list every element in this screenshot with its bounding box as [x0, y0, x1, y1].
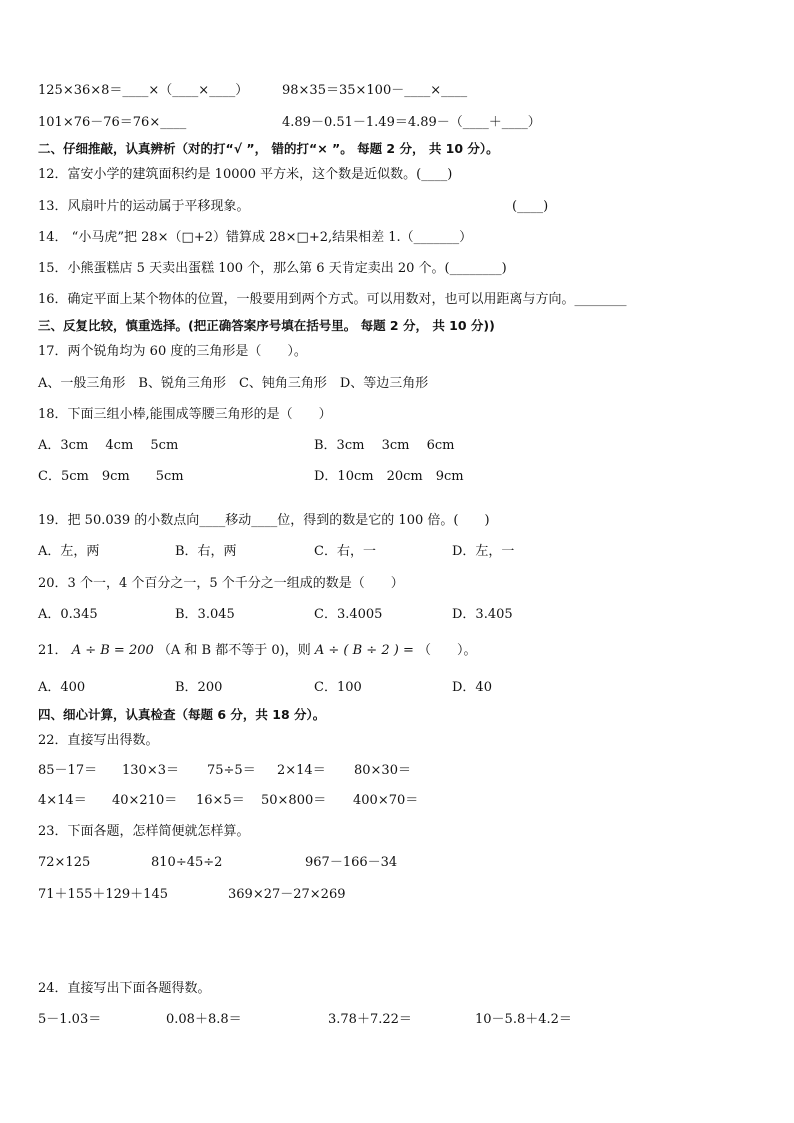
question-18-option-c: C．5cm 9cm 5cm — [38, 469, 184, 484]
calc-row-1-left: 125×36×8＝____×（____×____） — [38, 83, 249, 98]
question-19-option-d: D．左，一 — [452, 544, 515, 559]
question-20-option-c: C．3.4005 — [314, 607, 383, 622]
question-21-number: 21． — [38, 643, 68, 658]
question-18-option-d: D．10cm 20cm 9cm — [314, 469, 464, 484]
question-23-item: 810÷45÷2 — [151, 855, 223, 870]
section-3-heading: 三、反复比较，慎重选择。(把正确答案序号填在括号里。 每题 2 分， 共 10 分)) — [38, 318, 495, 333]
question-22-stem: 22．直接写出得数。 — [38, 733, 159, 748]
question-24-item: 5－1.03＝ — [38, 1012, 102, 1027]
question-18-option-a: A．3cm 4cm 5cm — [38, 438, 179, 453]
question-19-option-a: A．左，两 — [38, 544, 100, 559]
question-18-option-b: B．3cm 3cm 6cm — [314, 438, 455, 453]
question-20-option-d: D．3.405 — [452, 607, 513, 622]
question-22-item: 40×210＝ — [112, 793, 178, 808]
question-19-stem: 19．把 50.039 的小数点向____移动____位，得到的数是它的 100 倍。( ) — [38, 513, 490, 528]
question-17-options: A、一般三角形 B、锐角三角形 C、钝角三角形 D、等边三角形 — [38, 376, 429, 391]
question-21-formula-2: A ÷ ( B ÷ 2 ) = — [314, 643, 414, 658]
question-18-stem: 18．下面三组小棒,能围成等腰三角形的是（ ） — [38, 407, 332, 422]
question-23-item: 71＋155＋129＋145 — [38, 887, 168, 902]
question-21-condition: （A 和 B 都不等于 0)，则 — [157, 643, 311, 658]
section-2-heading: 二、仔细推敲，认真辨析（对的打“√ ”， 错的打“× ”。 每题 2 分， 共 10 分）。 — [38, 141, 499, 156]
question-21-option-d: D．40 — [452, 680, 492, 695]
question-24-item: 3.78＋7.22＝ — [328, 1012, 412, 1027]
calc-row-1-right: 98×35＝35×100－____×____ — [282, 83, 468, 98]
question-22-item: 400×70＝ — [353, 793, 419, 808]
question-13-answer-blank: (____) — [512, 199, 549, 214]
question-22-item: 2×14＝ — [277, 763, 326, 778]
question-21-stem — [38, 642, 477, 660]
question-15: 15．小熊蛋糕店 5 天卖出蛋糕 100 个，那么第 6 天肯定卖出 20 个。(________) — [38, 261, 507, 276]
question-20-option-b: B．3.045 — [175, 607, 235, 622]
question-23-stem: 23．下面各题，怎样简便就怎样算。 — [38, 824, 250, 839]
question-21-option-b: B．200 — [175, 680, 223, 695]
calc-row-2-right: 4.89－0.51－1.49＝4.89－（____＋____） — [282, 115, 541, 130]
question-22-item: 4×14＝ — [38, 793, 87, 808]
question-23-item: 72×125 — [38, 855, 91, 870]
question-20-option-a: A．0.345 — [38, 607, 98, 622]
section-4-heading: 四、细心计算，认真检查（每题 6 分，共 18 分）。 — [38, 707, 326, 722]
question-16: 16．确定平面上某个物体的位置，一般要用到两个方式。可以用数对，也可以用距离与方向。________ — [38, 292, 627, 307]
question-22-item: 80×30＝ — [354, 763, 411, 778]
question-13: 13．风扇叶片的运动属于平移现象。 — [38, 199, 250, 214]
question-24-item: 0.08＋8.8＝ — [166, 1012, 242, 1027]
question-14: 14． “小马虎”把 28×（□+2）错算成 28×□+2,结果相差 1.（_______） — [38, 230, 473, 245]
question-22-item: 50×800＝ — [261, 793, 327, 808]
question-24-stem: 24．直接写出下面各题得数。 — [38, 981, 211, 996]
question-20-stem: 20．3 个一，4 个百分之一，5 个千分之一组成的数是（ ） — [38, 576, 404, 591]
question-23-item: 369×27－27×269 — [228, 887, 346, 902]
question-23-item: 967－166－34 — [305, 855, 398, 870]
question-21-option-c: C．100 — [314, 680, 362, 695]
question-22-item: 16×5＝ — [196, 793, 245, 808]
calc-row-2-left: 101×76－76＝76×____ — [38, 115, 187, 130]
question-19-option-c: C．右，一 — [314, 544, 376, 559]
question-24-item: 10－5.8＋4.2＝ — [475, 1012, 572, 1027]
question-21-option-a: A．400 — [38, 680, 86, 695]
question-17-stem: 17．两个锐角均为 60 度的三角形是（ ）。 — [38, 344, 307, 359]
question-12: 12．富安小学的建筑面积约是 10000 平方米，这个数是近似数。(____) — [38, 167, 453, 182]
question-22-item: 75÷5＝ — [207, 763, 256, 778]
question-21-answer-blank: （ ）。 — [417, 643, 477, 658]
question-21-formula-1: A ÷ B = 200 — [71, 643, 154, 658]
question-22-item: 85－17＝ — [38, 763, 98, 778]
question-22-item: 130×3＝ — [122, 763, 179, 778]
question-19-option-b: B．右，两 — [175, 544, 237, 559]
